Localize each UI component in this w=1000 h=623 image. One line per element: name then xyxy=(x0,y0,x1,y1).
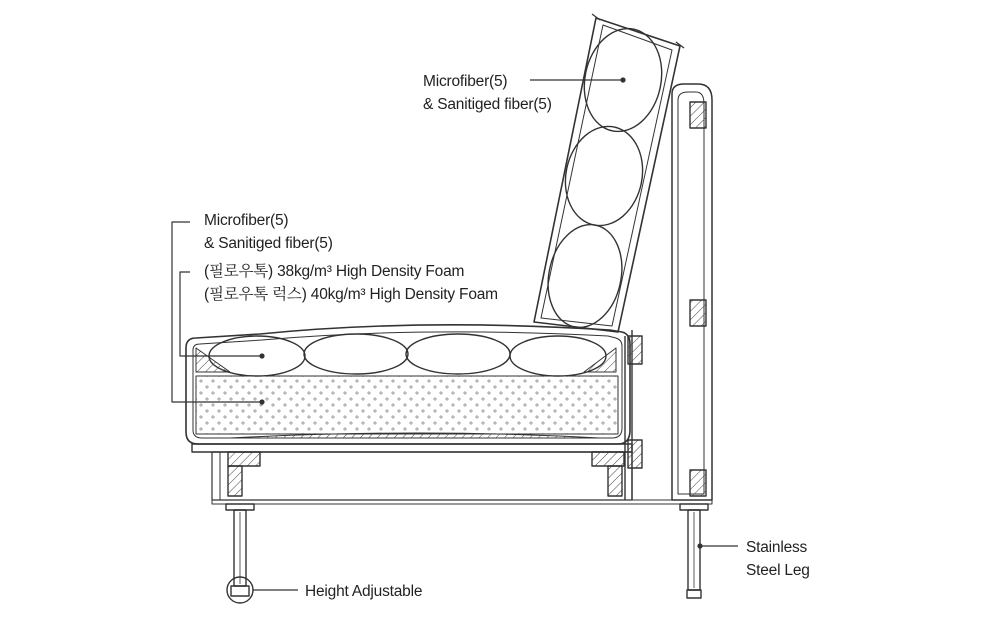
back-cushion-label-line-2: & Sanitiged fiber(5) xyxy=(423,96,552,113)
leader-lines xyxy=(172,80,738,590)
leg-label-line-2: Steel Leg xyxy=(746,562,810,579)
seat-label-line-1: Microfiber(5) xyxy=(204,212,289,229)
seat-cushion xyxy=(186,325,630,444)
seat-label-line-3: (필로우톡) 38kg/m³ High Density Foam xyxy=(204,263,465,280)
back-cushion-label xyxy=(423,70,552,116)
back-cushion xyxy=(534,14,684,334)
rear-block-lower xyxy=(690,470,706,496)
front-leg xyxy=(226,504,254,603)
high-density-foam xyxy=(196,376,618,434)
seat-pillow-2 xyxy=(304,334,408,374)
back-cushion-label-line-1: Microfiber(5) xyxy=(423,73,508,90)
seat-pillow-3 xyxy=(406,334,510,374)
leg-label-line-1: Stainless xyxy=(746,539,808,556)
leg-label xyxy=(746,536,810,582)
height-adjustable-label xyxy=(305,580,422,603)
rear-block-top xyxy=(690,102,706,128)
back-pillow-bottom xyxy=(539,218,631,335)
height-adjustable-label-text: Height Adjustable xyxy=(305,583,423,600)
rear-leg xyxy=(680,504,708,598)
rear-block-middle xyxy=(690,300,706,326)
seat-label-line-4: (필로우톡 럭스) 40kg/m³ High Density Foam xyxy=(204,286,498,303)
seat-label xyxy=(204,209,498,306)
seat-label-line-2: & Sanitiged fiber(5) xyxy=(204,235,333,252)
rear-rail-block xyxy=(592,452,624,466)
front-rail-block xyxy=(228,452,260,466)
